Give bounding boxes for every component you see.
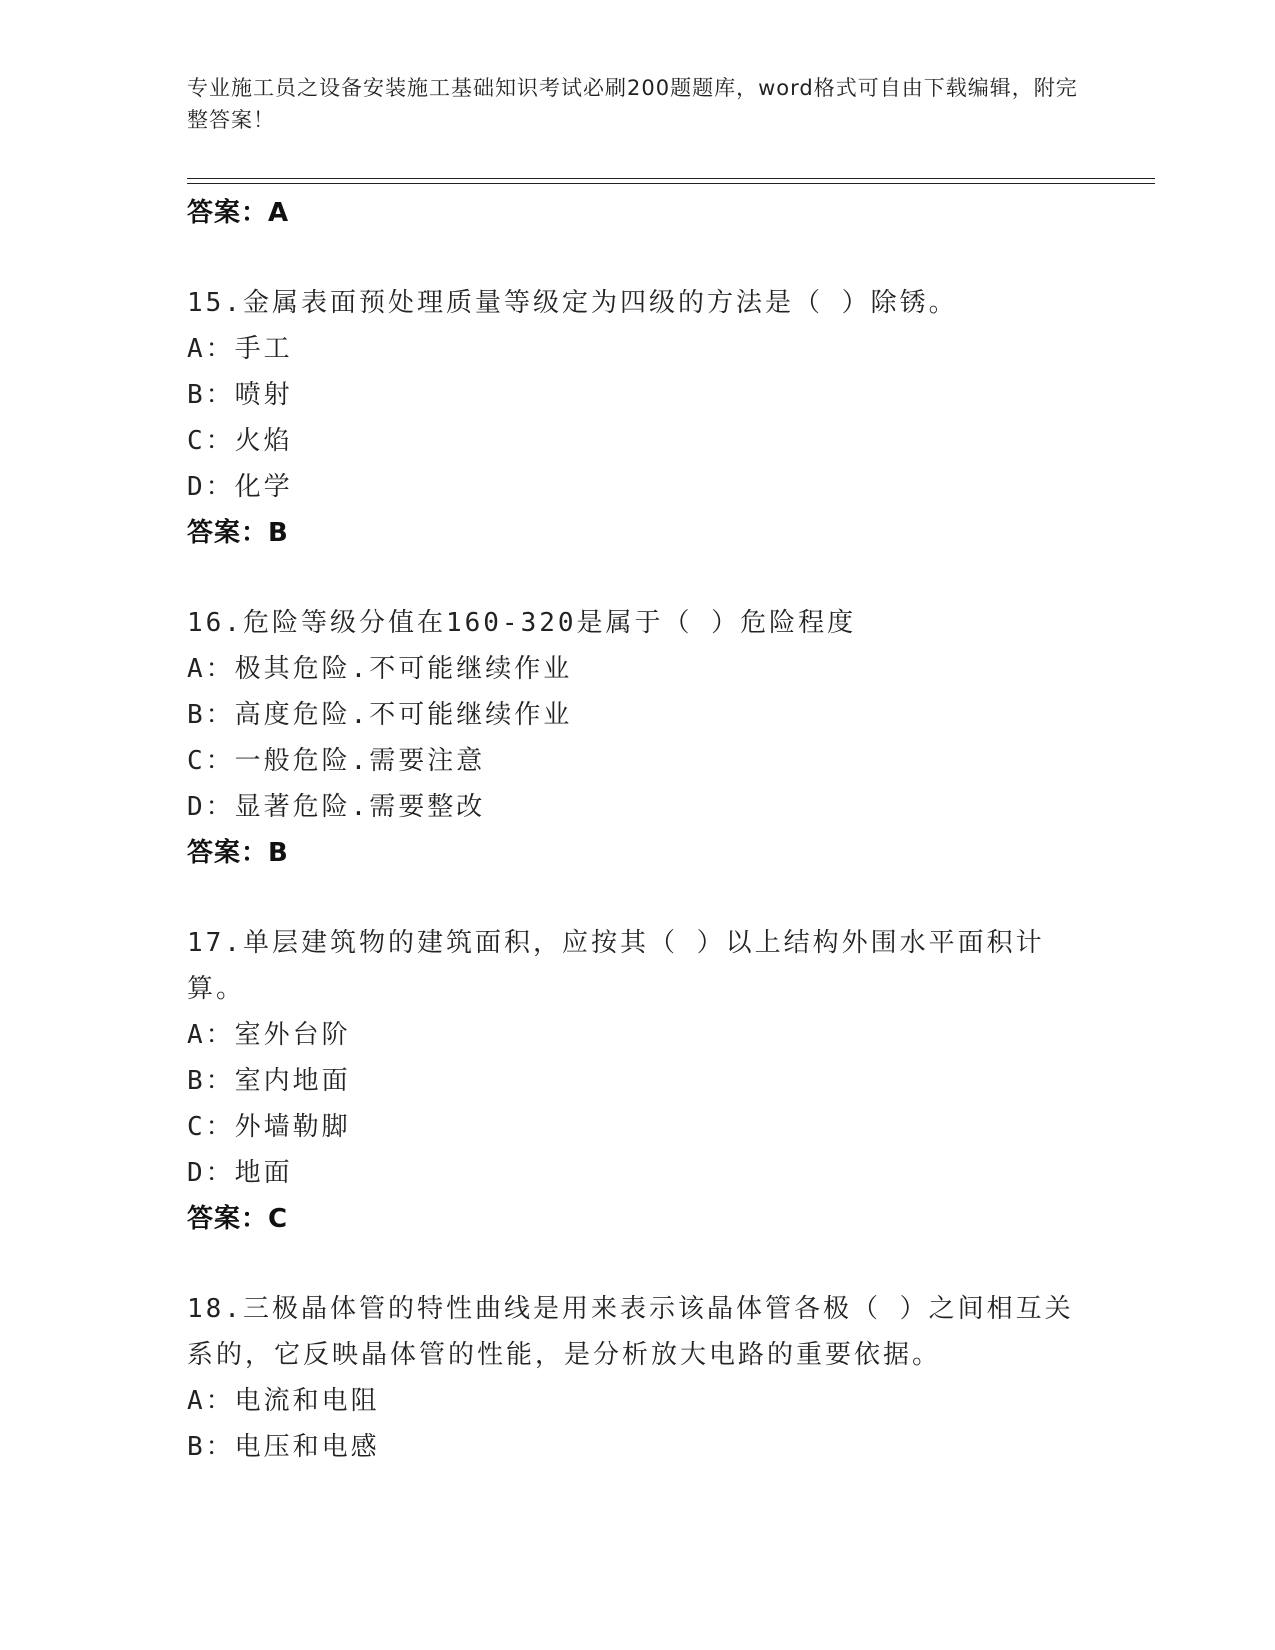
question-block (187, 1286, 1077, 1470)
question-stem: 15.金属表面预处理质量等级定为四级的方法是（ ）除锈。 (187, 288, 958, 318)
header-divider-bottom (187, 183, 1155, 184)
question-answer: 答案：B (187, 838, 289, 868)
option-a: A：极其危险.不可能继续作业 (187, 654, 573, 684)
spacer (187, 236, 1077, 280)
question-answer: 答案：C (187, 1204, 289, 1234)
option-a: A：电流和电阻 (187, 1386, 380, 1416)
question-stem: 18.三极晶体管的特性曲线是用来表示该晶体管各极（ ）之间相互关系的，它反映晶体管的性能，是分析放大电路的重要依据。 (187, 1294, 1074, 1370)
option-b: B：电压和电感 (187, 1432, 380, 1462)
previous-answer: 答案：A (187, 198, 290, 228)
option-d: D：地面 (187, 1158, 293, 1188)
question-list (187, 190, 1077, 1470)
option-c: C：火焰 (187, 426, 293, 456)
spacer (187, 1242, 1077, 1286)
spacer (187, 556, 1077, 600)
spacer (187, 876, 1077, 920)
option-b: B：高度危险.不可能继续作业 (187, 700, 573, 730)
option-d: D：化学 (187, 472, 293, 502)
question-stem: 17.单层建筑物的建筑面积，应按其（ ）以上结构外围水平面积计算。 (187, 928, 1045, 1004)
option-b: B：室内地面 (187, 1066, 351, 1096)
option-a: A：室外台阶 (187, 1020, 351, 1050)
question-answer: 答案：B (187, 518, 289, 548)
option-b: B：喷射 (187, 380, 293, 410)
option-c: C：一般危险.需要注意 (187, 746, 486, 776)
document-header: 专业施工员之设备安装施工基础知识考试必刷200题题库，word格式可自由下载编辑，附完整答案！ (187, 76, 1078, 132)
option-a: A：手工 (187, 334, 293, 364)
option-d: D：显著危险.需要整改 (187, 792, 486, 822)
question-stem: 16.危险等级分值在160-320是属于（ ）危险程度 (187, 608, 857, 638)
question-block (187, 920, 1077, 1242)
header-divider-top (187, 178, 1155, 179)
option-c: C：外墙勒脚 (187, 1112, 351, 1142)
question-block (187, 600, 1077, 876)
question-block (187, 280, 1077, 556)
